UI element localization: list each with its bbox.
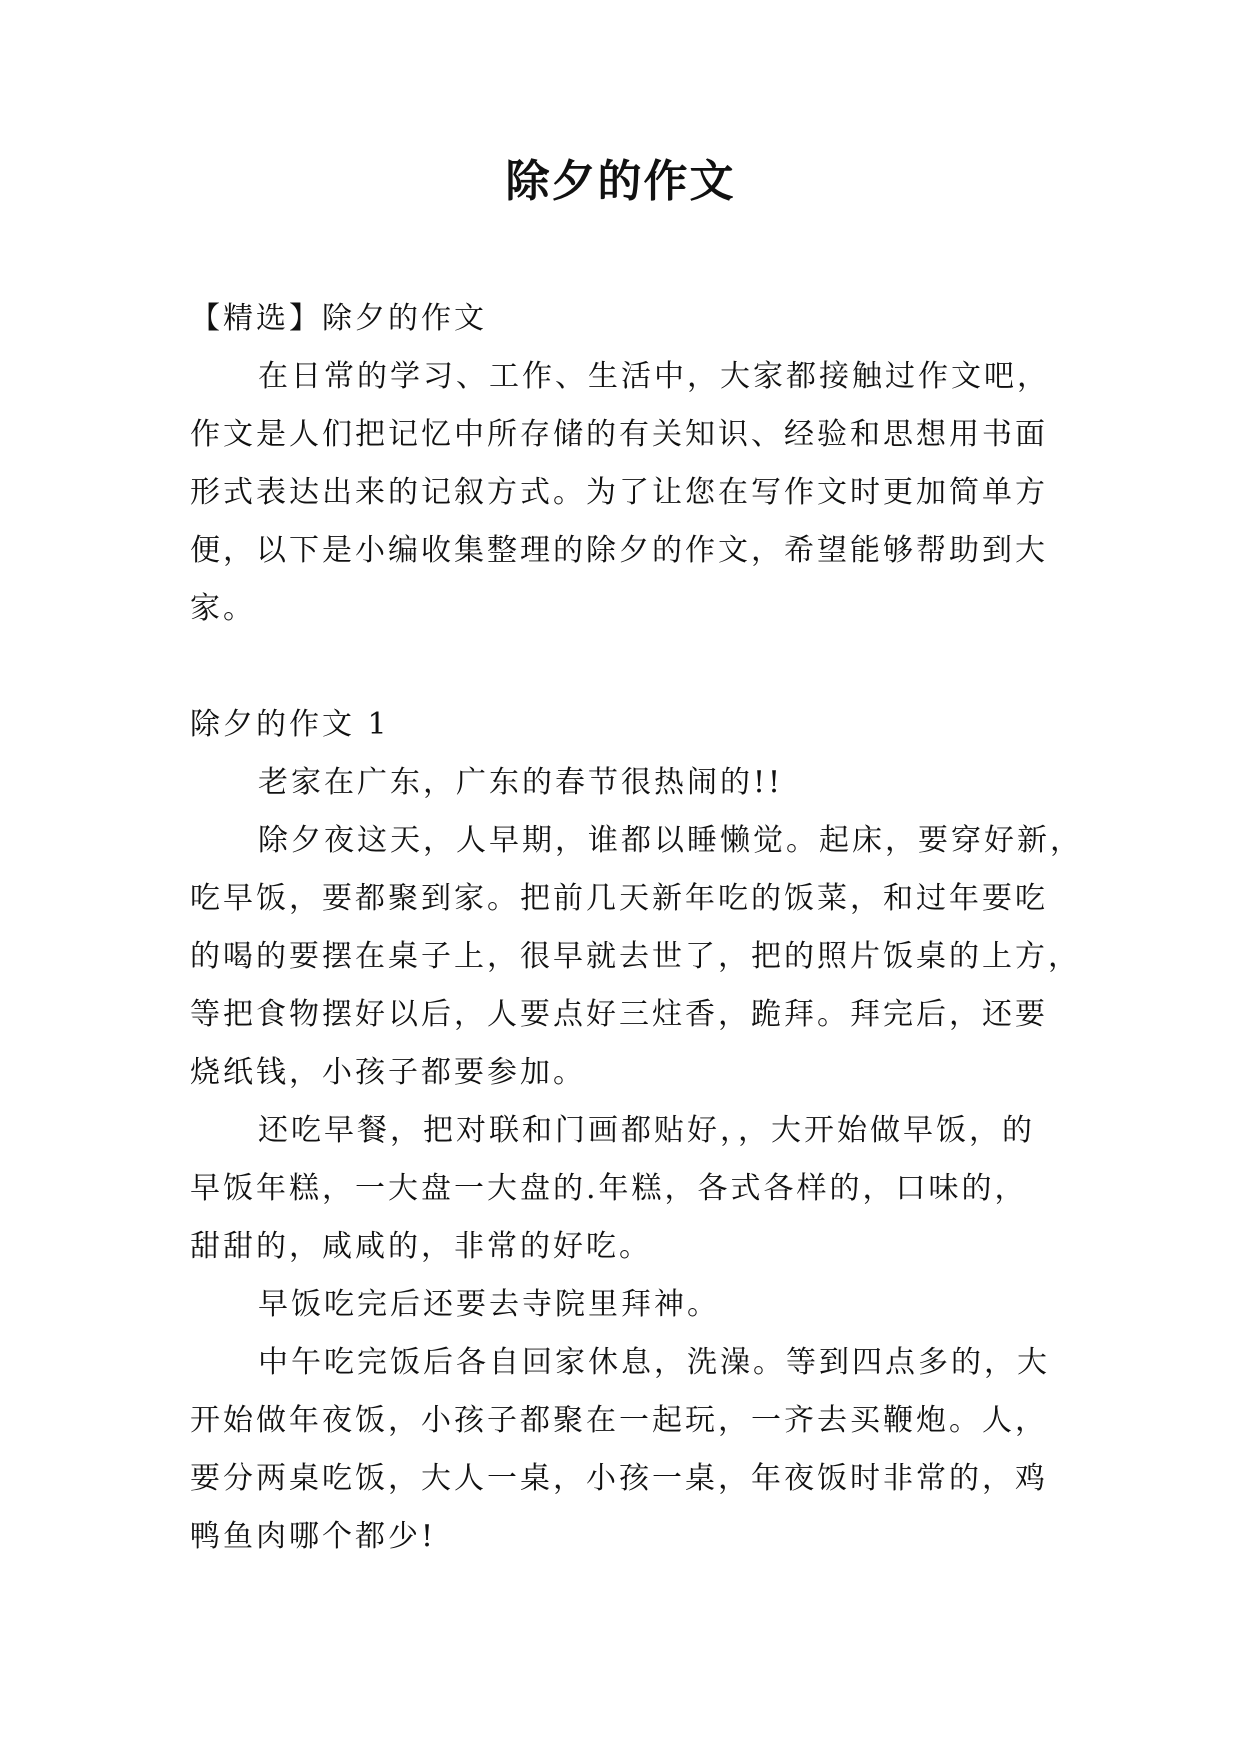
section-line: 还吃早餐，把对联和门画都贴好，，大开始做早饭，的 xyxy=(258,1113,1035,1148)
document-title: 除夕的作文 xyxy=(505,156,736,207)
intro-line: 在日常的学习、工作、生活中，大家都接触过作文吧， xyxy=(258,359,1050,394)
section-line: 烧纸钱，小孩子都要参加。 xyxy=(190,1055,586,1090)
intro-line: 便，以下是小编收集整理的除夕的作文，希望能够帮助到大 xyxy=(190,533,1048,568)
section-line: 吃早饭，要都聚到家。把前几天新年吃的饭菜，和过年要吃 xyxy=(190,881,1048,916)
section-line: 甜甜的，咸咸的，非常的好吃。 xyxy=(190,1229,652,1264)
intro-line: 作文是人们把记忆中所存储的有关知识、经验和思想用书面 xyxy=(190,417,1048,452)
section-title: 除夕的作文 1 xyxy=(190,707,390,742)
intro-line: 形式表达出来的记叙方式。为了让您在写作文时更加简单方 xyxy=(190,475,1048,510)
section-line: 等把食物摆好以后，人要点好三炷香，跪拜。拜完后，还要 xyxy=(190,997,1048,1032)
section-line: 开始做年夜饭，小孩子都聚在一起玩，一齐去买鞭炮。人， xyxy=(190,1403,1048,1438)
document-body xyxy=(190,290,1083,1566)
section-line: 早饭吃完后还要去寺院里拜神。 xyxy=(258,1287,720,1322)
section-line: 中午吃完饭后各自回家休息，洗澡。等到四点多的，大 xyxy=(258,1345,1050,1380)
section-line: 老家在广东，广东的春节很热闹的!! xyxy=(258,765,784,800)
paragraph-gap xyxy=(190,638,1050,696)
section-line: 的喝的要摆在桌子上，很早就去世了，把的照片饭桌的上方， xyxy=(190,939,1081,974)
section-line: 除夕夜这天，人早期，谁都以睡懒觉。起床，要穿好新， xyxy=(258,823,1083,858)
section-line: 鸭鱼肉哪个都少! xyxy=(190,1519,437,1554)
section-line: 早饭年糕，一大盘一大盘的.年糕，各式各样的，口味的， xyxy=(190,1171,1028,1206)
section-line: 要分两桌吃饭，大人一桌，小孩一桌，年夜饭时非常的，鸡 xyxy=(190,1461,1048,1496)
document-heading: 【精选】除夕的作文 xyxy=(190,301,487,336)
intro-line: 家。 xyxy=(190,591,256,626)
